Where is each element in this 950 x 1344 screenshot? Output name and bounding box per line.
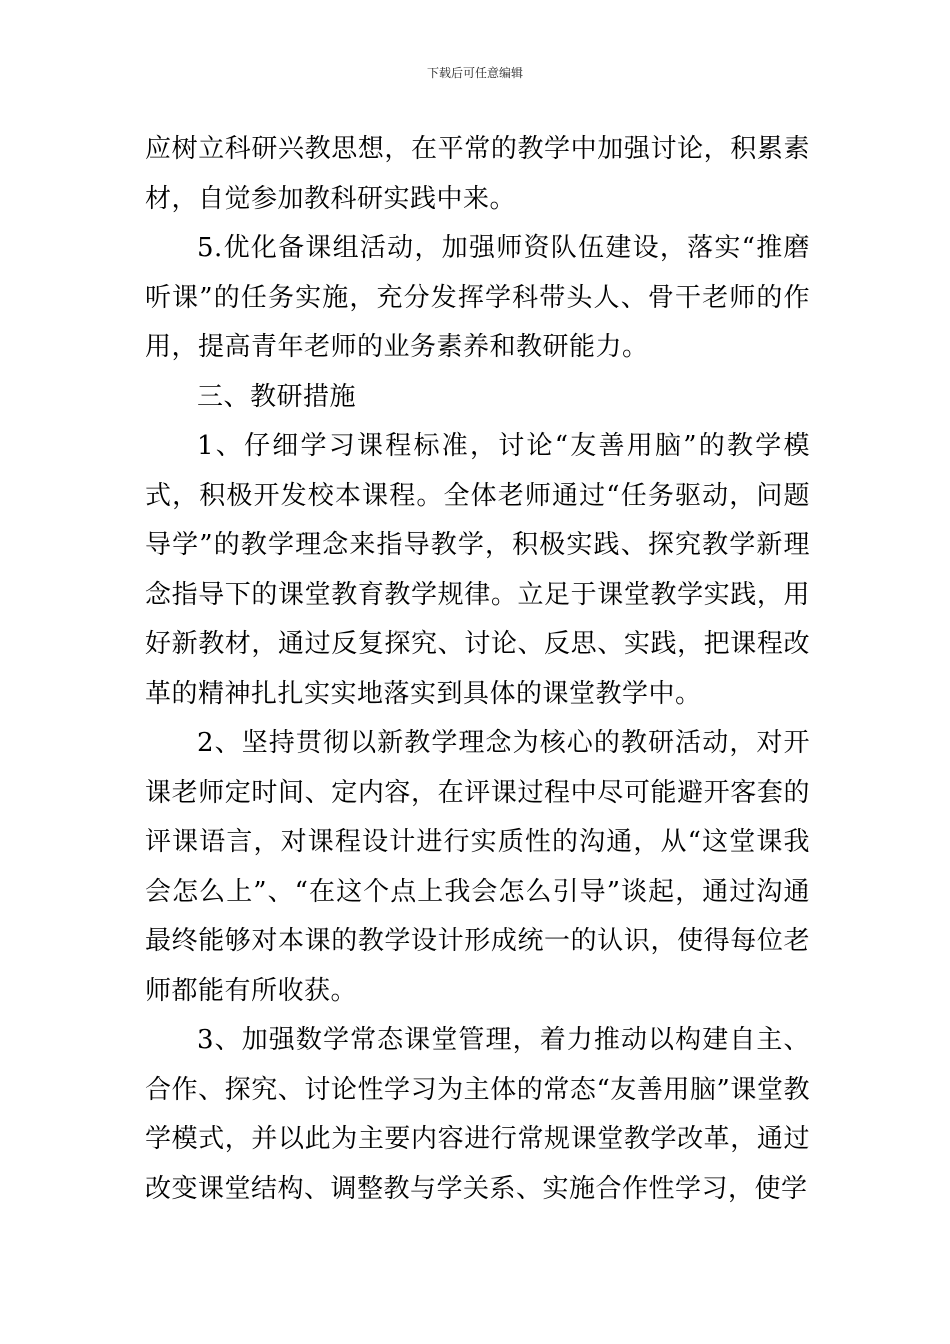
document-body — [145, 125, 810, 1214]
page-header: 下载后可任意编辑 — [426, 66, 523, 80]
paragraph: 2、坚持贯彻以新教学理念为核心的教研活动，对开课老师定时间、定内容，在评课过程中尽可能避开客套的评课语言，对课程设计进行实质性的沟通，从“这堂课我会怎么上”、“在这个点上我会怎么引导”谈起，通过沟通最终能够对本课的教学设计形成统一的认识，使得每位老师都能有所收获。 — [145, 728, 810, 1006]
paragraph: 应树立科研兴教思想，在平常的教学中加强讨论，积累素材，自觉参加教科研实践中来。 — [145, 134, 810, 214]
paragraph: 1、仔细学习课程标准，讨论“友善用脑”的教学模式，积极开发校本课程。全体老师通过“任务驱动，问题导学”的教学理念来指导教学，积极实践、探究教学新理念指导下的课堂教育教学规律。立足于课堂教学实践，用好新教材，通过反复探究、讨论、反思、实践，把课程改革的精神扎扎实实地落实到具体的课堂教学中。 — [145, 431, 810, 709]
paragraph: 3、加强数学常态课堂管理，着力推动以构建自主、合作、探究、讨论性学习为主体的常态“友善用脑”课堂教学模式，并以此为主要内容进行常规课堂教学改革，通过改变课堂结构、调整教与学关系、实施合作性学习，使学 — [145, 1025, 810, 1204]
section-heading: 三、教研措施 — [197, 381, 357, 412]
paragraph: 5.优化备课组活动，加强师资队伍建设，落实“推磨听课”的任务实施，充分发挥学科带头人、骨干老师的作用，提高青年老师的业务素养和教研能力。 — [145, 233, 810, 362]
